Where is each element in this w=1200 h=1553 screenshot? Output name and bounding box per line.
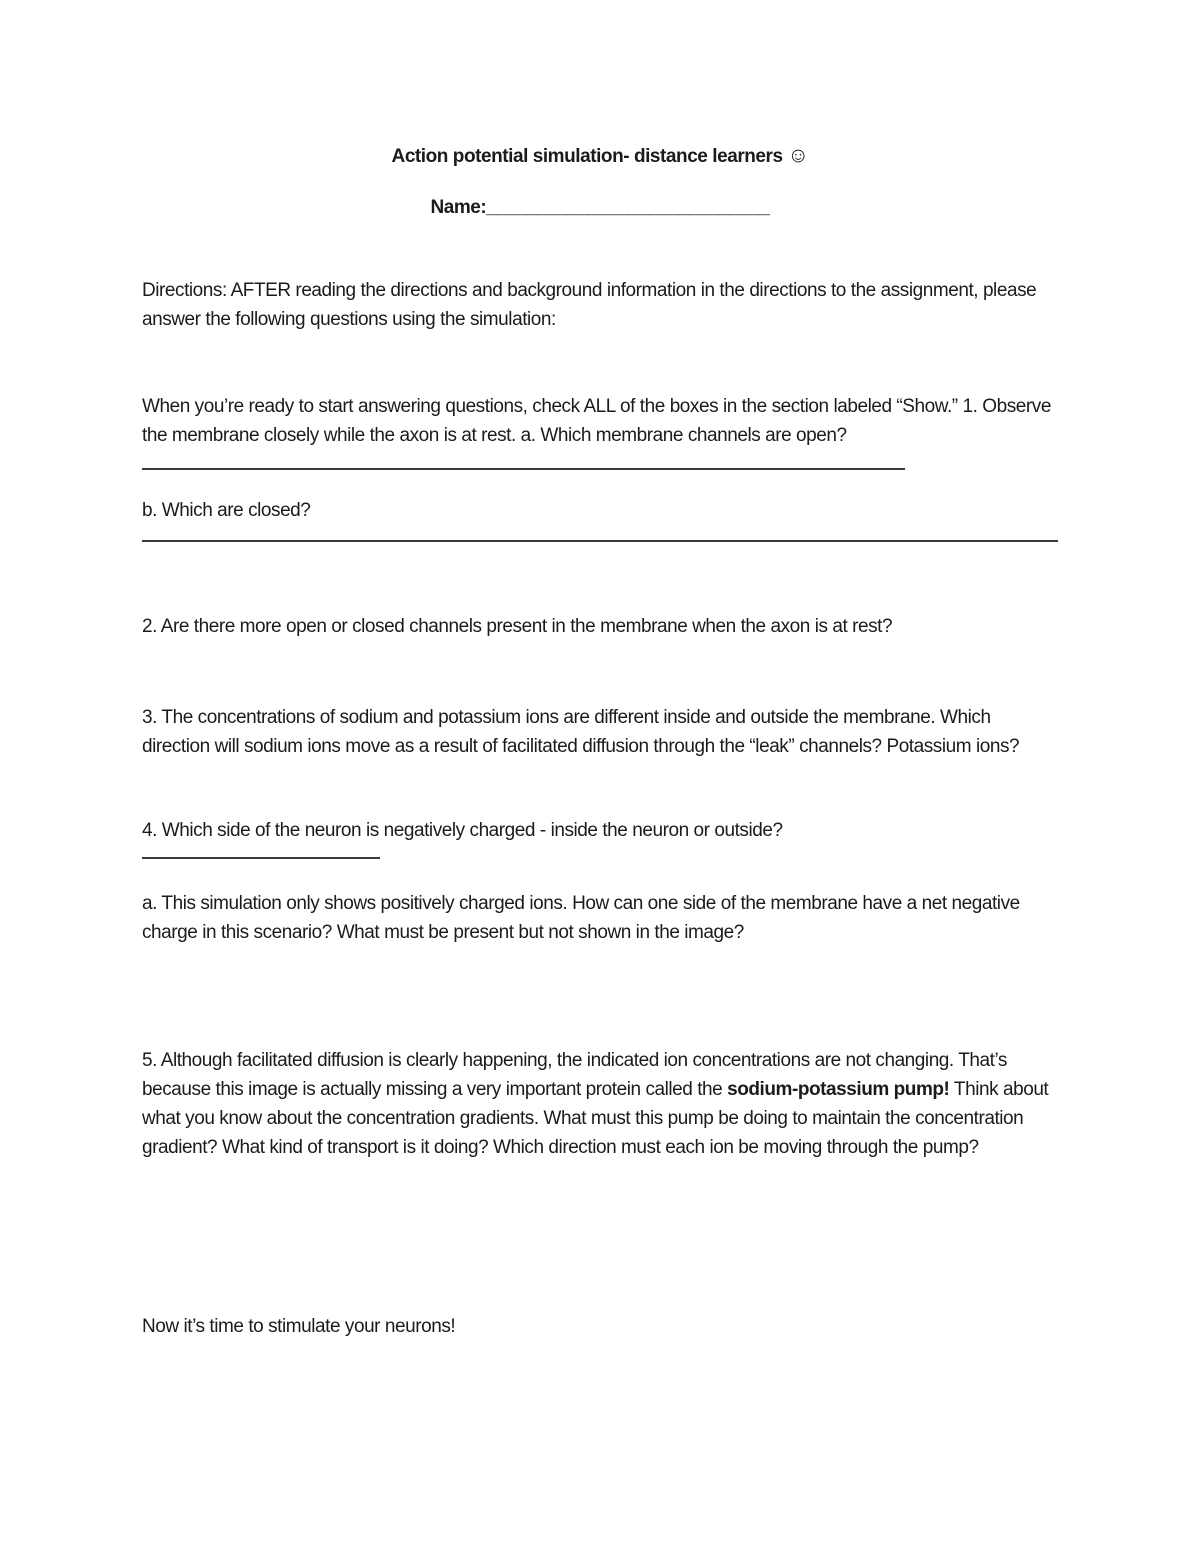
question-5 — [142, 1046, 1058, 1162]
question-2: 2. Are there more open or closed channels present in the membrane when the axon is at rest? — [142, 616, 893, 637]
answer-line-q4 — [142, 857, 380, 859]
name-label: Name: — [430, 197, 487, 218]
question-1: When you’re ready to start answering questions, check ALL of the boxes in the section labeled “Show.” 1. Observe the membrane closely while the axon is at rest. a. Which membrane channels are open? — [142, 396, 1051, 446]
question-1b: b. Which are closed? — [142, 500, 311, 521]
paragraph-directions: Directions: AFTER reading the directions and background information in the directions to the assignment, please answer the following questions using the simulation: — [142, 280, 1037, 330]
smiley-face-icon: ☺ — [787, 144, 809, 167]
question-5-bold-term: sodium-potassium pump! — [727, 1079, 950, 1100]
answer-line-q1b — [142, 540, 1058, 542]
question-4a: a. This simulation only shows positively charged ions. How can one side of the membrane have a net negative charge in this scenario? What must be present but not shown in the image? — [142, 893, 1020, 943]
document-title-text: Action potential simulation- distance learners — [391, 146, 788, 167]
question-5-text-start: 5. Although facilitated diffusion is clearly happening, the indicated ion concentrations are not changing. That’s because this image is actually missing a very important protein called the — [142, 1050, 1007, 1100]
name-blank-line: ____________________________ — [486, 197, 770, 218]
question-5-text-end: Think about what you know about the concentration gradients. What must this pump be doing to maintain the concentration gradient? What kind of transport is it doing? Which direction must each ion be moving through the pump? — [142, 1079, 1049, 1158]
question-3: 3. The concentrations of sodium and potassium ions are different inside and outside the membrane. Which direction will sodium ions move as a result of facilitated diffusion through the “leak” channels? Potassium ions? — [142, 707, 1020, 757]
question-4: 4. Which side of the neuron is negatively charged - inside the neuron or outside? — [142, 820, 783, 841]
closing-statement: Now it’s time to stimulate your neurons! — [142, 1316, 456, 1337]
document-content — [0, 141, 1200, 1341]
name-field — [142, 193, 1058, 222]
document-title — [142, 141, 1058, 171]
answer-line-q1a — [142, 468, 905, 470]
